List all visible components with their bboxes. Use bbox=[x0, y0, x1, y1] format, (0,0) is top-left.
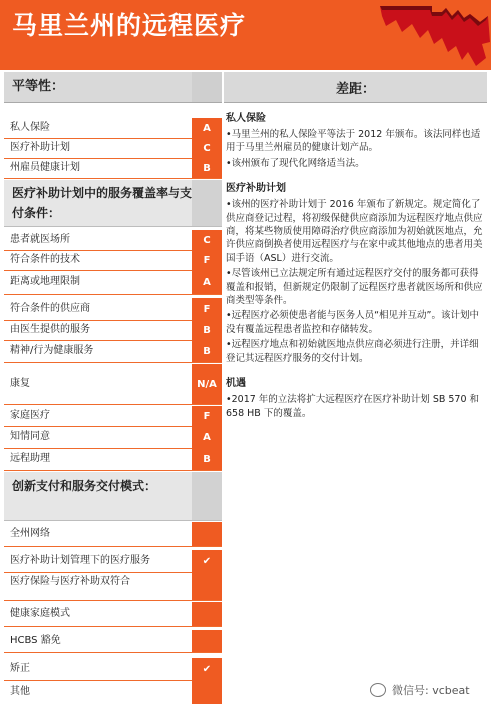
bullet-text: •马里兰州的私人保险平等法于 2012 年颁布。该法同样也适用于马里兰州雇员的健康计划产品。 bbox=[226, 129, 481, 154]
row-label: 精神/行为健康服务 bbox=[10, 345, 94, 356]
table-row bbox=[4, 522, 222, 547]
table-row bbox=[4, 448, 222, 471]
checkmark-cell: ✔ bbox=[192, 658, 222, 680]
row-label: 距离或地理限制 bbox=[10, 276, 80, 287]
grade-cell: A bbox=[192, 118, 222, 138]
grade-cell bbox=[192, 72, 222, 102]
table-row bbox=[4, 230, 222, 251]
row-label: 其他 bbox=[10, 686, 30, 697]
table-row bbox=[4, 298, 222, 321]
gaps-column bbox=[226, 112, 485, 432]
row-label: 医疗补助计划 bbox=[10, 142, 70, 153]
grade-cell: A bbox=[192, 426, 222, 448]
equality-heading: 平等性： bbox=[12, 79, 65, 94]
row-label: 符合条件的技术 bbox=[10, 254, 80, 265]
row-label: 符合条件的供应商 bbox=[10, 303, 90, 314]
private-insurance-section bbox=[226, 112, 485, 170]
grade-cell: A bbox=[192, 270, 222, 294]
grade-cell bbox=[192, 472, 222, 520]
maryland-map-icon bbox=[372, 2, 491, 68]
row-label: 医疗补助计划管理下的医疗服务 bbox=[10, 555, 150, 566]
row-label: 康复 bbox=[10, 378, 30, 389]
bullet-text: •该州颁布了现代化网络适当法。 bbox=[226, 157, 365, 169]
table-row bbox=[4, 658, 222, 681]
grade-cell bbox=[192, 680, 222, 704]
grade-cell: C bbox=[192, 230, 222, 250]
row-label: HCBS 豁免 bbox=[10, 635, 61, 646]
grades-column bbox=[4, 72, 222, 711]
grade-cell: B bbox=[192, 158, 222, 178]
grade-cell: B bbox=[192, 320, 222, 340]
grade-cell bbox=[192, 572, 222, 600]
table-row bbox=[4, 630, 222, 653]
table-row bbox=[4, 406, 222, 427]
header-banner bbox=[0, 0, 491, 70]
grade-cell: F bbox=[192, 406, 222, 426]
bullet-text: •该州的医疗补助计划于 2016 年颁布了新规定。规定简化了供应商登记过程，将初级保健供应商添加为远程医疗地点供应商，将某些物质使用障碍治疗供应商添加为初始就医地点，允许供应商倒换者使用远程医疗与在家中或其他地点的患者用美国手语（ASL）进行交流。 bbox=[226, 199, 483, 264]
row-label: 健康家庭模式 bbox=[10, 608, 70, 619]
grade-cell: B bbox=[192, 448, 222, 470]
row-label: 由医生提供的服务 bbox=[10, 324, 90, 335]
page-title: 马里兰州的远程医疗 bbox=[12, 11, 247, 40]
medicaid-section-row bbox=[4, 180, 222, 227]
row-label: 家庭医疗 bbox=[10, 410, 50, 421]
table-row bbox=[4, 572, 222, 601]
row-label: 矫正 bbox=[10, 663, 30, 674]
table-row bbox=[4, 426, 222, 449]
table-row bbox=[4, 550, 222, 573]
row-label: 私人保险 bbox=[10, 122, 50, 133]
grade-cell: B bbox=[192, 340, 222, 362]
table-row bbox=[4, 364, 222, 405]
table-row bbox=[4, 138, 222, 159]
grade-cell: C bbox=[192, 138, 222, 158]
bullet-text: •2017 年的立法将扩大远程医疗在医疗补助计划 SB 570 和 658 HB 下的覆盖。 bbox=[226, 394, 480, 419]
equality-heading-row bbox=[4, 72, 222, 103]
section-title: 机遇 bbox=[226, 378, 246, 390]
grade-cell: F bbox=[192, 250, 222, 270]
grade-cell bbox=[192, 630, 222, 652]
innovation-section-row bbox=[4, 472, 222, 521]
table-row bbox=[4, 250, 222, 271]
opportunity-section bbox=[226, 377, 485, 420]
row-label: 医疗保险与医疗补助双符合 bbox=[10, 576, 130, 587]
bullet-text: •尽管该州已立法规定所有通过远程医疗交付的服务都可获得覆盖和报销，但新规定仍限制了远程医疗患者就医场所和供应商类型等条件。 bbox=[226, 268, 483, 307]
row-label: 全州网络 bbox=[10, 528, 50, 539]
bullet-text: •远程医疗地点和初始就医地点供应商必须进行注册，并详细登记其远程医疗服务的交付计划。 bbox=[226, 339, 479, 364]
checkmark-cell: ✔ bbox=[192, 550, 222, 572]
gaps-heading: 差距： bbox=[224, 72, 487, 103]
grade-cell bbox=[192, 602, 222, 626]
watermark-text: 微信号: vcbeat bbox=[392, 684, 470, 697]
bullet-text: •远程医疗必须使患者能与医务人员“相见并互动”。该计划中没有覆盖远程患者监控和存储转发。 bbox=[226, 310, 479, 335]
table-row bbox=[4, 602, 222, 627]
table-row bbox=[4, 270, 222, 295]
row-label: 州雇员健康计划 bbox=[10, 162, 80, 173]
grade-cell: N/A bbox=[192, 364, 222, 404]
table-row bbox=[4, 158, 222, 179]
table-row bbox=[4, 680, 222, 704]
row-label: 远程助理 bbox=[10, 453, 50, 464]
grade-cell: F bbox=[192, 298, 222, 320]
table-row bbox=[4, 320, 222, 341]
row-label: 知情同意 bbox=[10, 431, 50, 442]
wechat-icon bbox=[370, 683, 386, 697]
medicaid-section bbox=[226, 182, 485, 365]
row-label: 患者就医场所 bbox=[10, 234, 70, 245]
innovation-section-heading: 创新支付和服务交付模式： bbox=[12, 479, 157, 493]
table-row bbox=[4, 340, 222, 363]
section-title: 医疗补助计划 bbox=[226, 183, 286, 195]
wechat-watermark bbox=[370, 680, 488, 700]
grade-cell bbox=[192, 522, 222, 546]
medicaid-section-heading: 医疗补助计划中的服务覆盖率与支付条件： bbox=[12, 186, 193, 220]
section-title: 私人保险 bbox=[226, 113, 266, 124]
grade-cell bbox=[192, 180, 222, 226]
table-row bbox=[4, 118, 222, 139]
